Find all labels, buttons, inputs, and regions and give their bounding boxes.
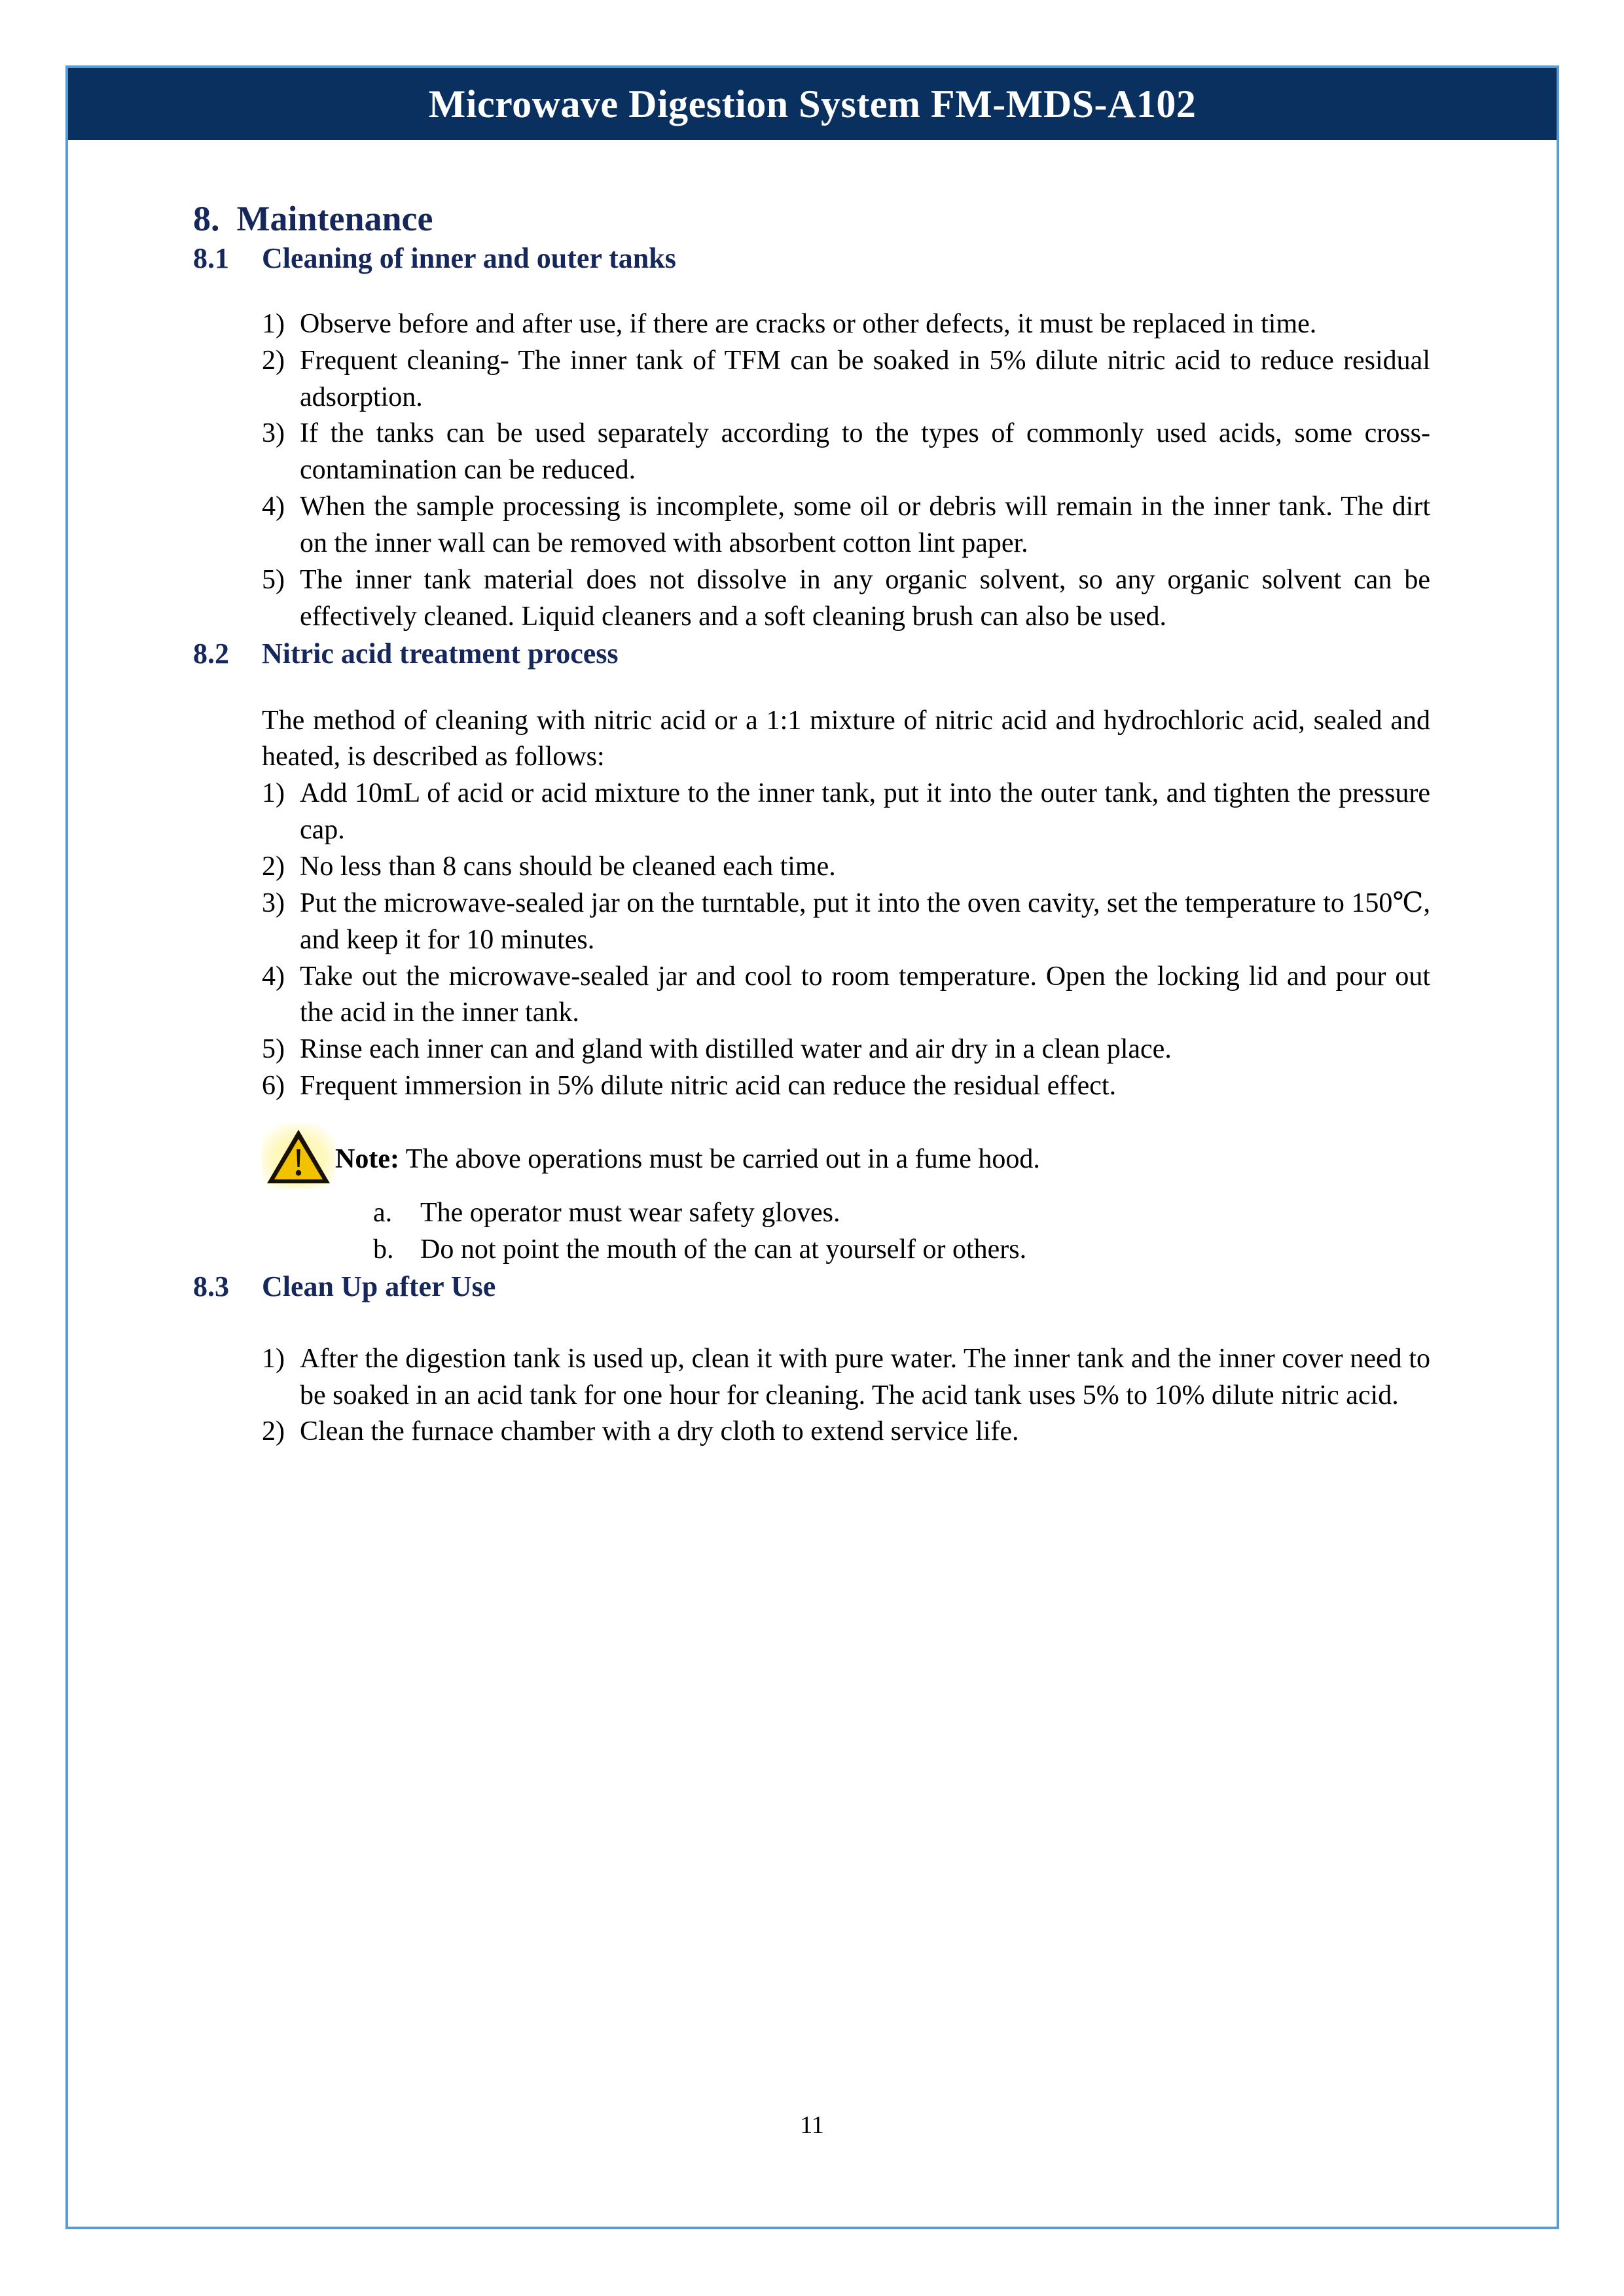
list-text: Do not point the mouth of the can at yourself or others. <box>420 1234 1027 1265</box>
list-marker: 3) <box>262 888 285 918</box>
list-text: Frequent cleaning- The inner tank of TFM can be soaked in 5% dilute nitric acid to reduce residual adsorption. <box>300 345 1430 412</box>
list-item <box>262 1031 1430 1068</box>
list-item <box>262 489 1430 562</box>
list-marker: 5) <box>262 1034 285 1065</box>
list-marker: 2) <box>262 851 285 882</box>
list-text: No less than 8 cans should be cleaned each time. <box>300 851 836 882</box>
page-footer <box>0 2111 1624 2140</box>
warning-triangle-icon <box>262 1123 335 1189</box>
subsection-heading-8-2 <box>193 636 1430 672</box>
list-item <box>262 306 1430 343</box>
list-item <box>262 1414 1430 1450</box>
list-item <box>262 776 1430 849</box>
body-block-8-1 <box>262 306 1430 636</box>
list-text: Observe before and after use, if there are cracks or other defects, it must be replaced in time. <box>300 308 1317 339</box>
list-item <box>262 562 1430 636</box>
note-block <box>262 1127 1430 1268</box>
section-heading <box>193 198 1430 240</box>
numbered-list-8-1 <box>262 306 1430 636</box>
page-content <box>0 140 1624 1450</box>
page-header-banner <box>68 68 1557 140</box>
list-marker: b. <box>373 1234 394 1265</box>
list-item <box>262 886 1430 959</box>
list-item <box>262 1068 1430 1105</box>
list-marker: a. <box>373 1197 393 1228</box>
list-text: Rinse each inner can and gland with distilled water and air dry in a clean place. <box>300 1034 1172 1065</box>
list-marker: 2) <box>262 345 285 376</box>
list-item <box>373 1195 1430 1232</box>
subsection-title-8-3: Clean Up after Use <box>262 1270 496 1302</box>
note-sub-list <box>262 1195 1430 1268</box>
list-marker: 1) <box>262 778 285 809</box>
list-item <box>373 1232 1430 1268</box>
list-item <box>262 416 1430 489</box>
list-marker: 5) <box>262 564 285 595</box>
list-item <box>262 1341 1430 1414</box>
subsection-title-8-2: Nitric acid treatment process <box>262 637 619 670</box>
subsection-heading-8-1 <box>193 240 1430 276</box>
list-marker: 1) <box>262 1343 285 1374</box>
list-item <box>262 849 1430 886</box>
section-title: Maintenance <box>236 199 433 238</box>
list-marker: 3) <box>262 418 285 449</box>
subsection-heading-8-3 <box>193 1268 1430 1304</box>
document-title: Microwave Digestion System FM-MDS-A102 <box>428 82 1197 126</box>
list-marker: 2) <box>262 1416 285 1447</box>
list-text: Take out the microwave-sealed jar and cool to room temperature. Open the locking lid and pour out the acid in the inner tank. <box>300 961 1430 1028</box>
numbered-list-8-2 <box>262 776 1430 1105</box>
section-number: 8. <box>193 199 220 238</box>
subsection-number-8-1: 8.1 <box>193 242 229 274</box>
list-text: Put the microwave-sealed jar on the turntable, put it into the oven cavity, set the temperature to 150℃, and keep it for 10 minutes. <box>300 888 1430 955</box>
list-marker: 4) <box>262 961 285 992</box>
body-block-8-3 <box>262 1341 1430 1451</box>
subsection-title-8-1: Cleaning of inner and outer tanks <box>262 242 676 274</box>
list-text: When the sample processing is incomplete, some oil or debris will remain in the inner tank. The dirt on the inner wall can be removed with absorbent cotton lint paper. <box>300 492 1430 558</box>
note-line <box>262 1127 1430 1193</box>
list-marker: 6) <box>262 1071 285 1102</box>
numbered-list-8-3 <box>262 1341 1430 1451</box>
subsection-number-8-3: 8.3 <box>193 1270 229 1302</box>
note-label: Note: <box>335 1143 399 1174</box>
list-text: The operator must wear safety gloves. <box>420 1197 840 1228</box>
intro-paragraph-8-2: The method of cleaning with nitric acid or a 1:1 mixture of nitric acid and hydrochloric acid, sealed and heated, is described as follows: <box>262 705 1430 772</box>
list-text: Add 10mL of acid or acid mixture to the inner tank, put it into the outer tank, and tighten the pressure cap. <box>300 778 1430 846</box>
list-item <box>262 343 1430 416</box>
list-marker: 4) <box>262 492 285 522</box>
section-heading-wrap <box>193 198 1430 240</box>
list-text: The inner tank material does not dissolve in any organic solvent, so any organic solvent can be effectively cleaned. Liquid cleaners and a soft cleaning brush can also be used. <box>300 564 1430 632</box>
note-body: The above operations must be carried out in a fume hood. <box>399 1143 1040 1174</box>
body-block-8-2 <box>262 703 1430 1268</box>
subsection-number-8-2: 8.2 <box>193 637 229 670</box>
list-marker: 1) <box>262 308 285 339</box>
list-item <box>262 959 1430 1032</box>
list-text: Clean the furnace chamber with a dry cloth to extend service life. <box>300 1416 1019 1447</box>
list-text: After the digestion tank is used up, clean it with pure water. The inner tank and the inner cover need to be soaked in an acid tank for one hour for cleaning. The acid tank uses 5% to 10% dilute nitric acid. <box>300 1343 1430 1410</box>
note-text <box>335 1127 1430 1178</box>
page-number: 11 <box>800 2111 824 2139</box>
list-text: Frequent immersion in 5% dilute nitric acid can reduce the residual effect. <box>300 1071 1117 1102</box>
list-text: If the tanks can be used separately according to the types of commonly used acids, some cross-contamination can be reduced. <box>300 418 1430 486</box>
